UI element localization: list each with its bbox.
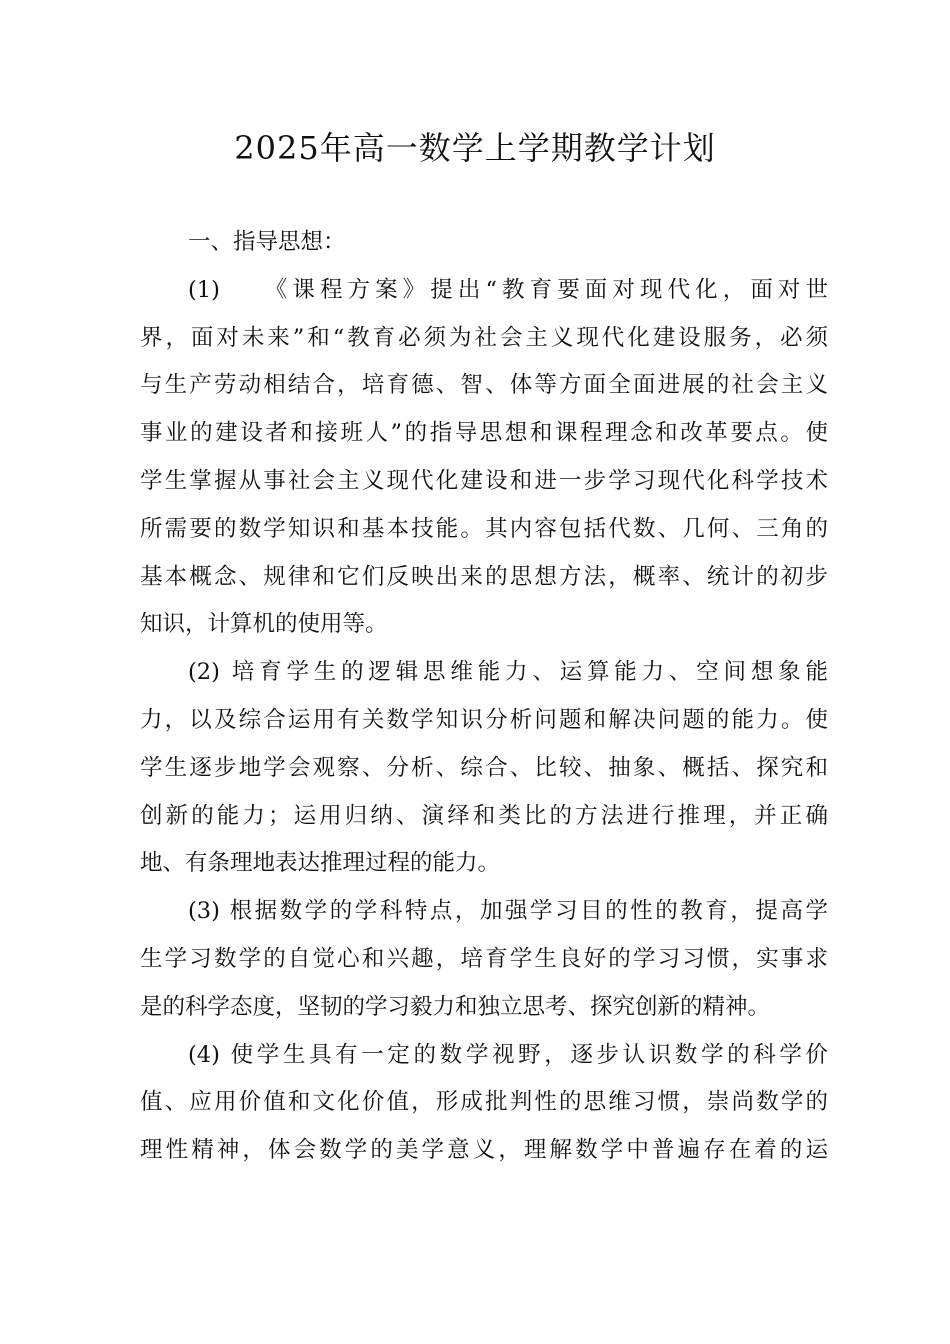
paragraph-line: 值、应用价值和文化价值，形成批判性的思维习惯，崇尚数学的 <box>140 1089 828 1116</box>
paragraph-line: (2) 培育学生的逻辑思维能力、运算能力、空间想象能 <box>188 659 828 686</box>
paragraph-line: 基本概念、规律和它们反映出来的思想方法，概率、统计的初步 <box>140 563 828 590</box>
paragraph-line: 理性精神，体会数学的美学意义，理解数学中普遍存在着的运 <box>140 1137 828 1164</box>
paragraph-line: (1) 《课程方案》提出“教育要面对现代化，面对世 <box>188 276 828 303</box>
paragraph-line: 所需要的数学知识和基本技能。其内容包括代数、几何、三角的 <box>140 515 828 542</box>
paragraph-line: 学生掌握从事社会主义现代化建设和进一步学习现代化科学技术 <box>140 467 828 494</box>
paragraph-line: 事业的建设者和接班人”的指导思想和课程理念和改革要点。使 <box>140 420 828 447</box>
document-body <box>140 219 828 1175</box>
paragraph-line: 学生逐步地学会观察、分析、综合、比较、抽象、概括、探究和 <box>140 754 828 781</box>
paragraph-line: 地、有条理地表达推理过程的能力。 <box>140 850 501 877</box>
paragraph-line: 知识，计算机的使用等。 <box>140 611 388 638</box>
document-title: 2025年高一数学上学期教学计划 <box>234 129 716 167</box>
paragraph-line: (4) 使学生具有一定的数学视野，逐步认识数学的科学价 <box>188 1041 828 1068</box>
paragraph-line: (3) 根据数学的学科特点，加强学习目的性的教育，提高学 <box>188 898 828 925</box>
paragraph-line: 创新的能力；运用归纳、演绎和类比的方法进行推理，并正确 <box>140 802 828 829</box>
paragraph-line: 是的科学态度，坚韧的学习毅力和独立思考、探究创新的精神。 <box>140 993 771 1020</box>
paragraph-line: 与生产劳动相结合，培育德、智、体等方面全面进展的社会主义 <box>140 372 828 399</box>
section-heading-guiding-ideology: 一、指导思想： <box>188 229 346 255</box>
paragraph-line: 生学习数学的自觉心和兴趣，培育学生良好的学习习惯，实事求 <box>140 945 828 972</box>
paragraph-line: 界，面对未来”和“教育必须为社会主义现代化建设服务，必须 <box>140 324 828 351</box>
paragraph-line: 力，以及综合运用有关数学知识分析问题和解决问题的能力。使 <box>140 706 828 733</box>
